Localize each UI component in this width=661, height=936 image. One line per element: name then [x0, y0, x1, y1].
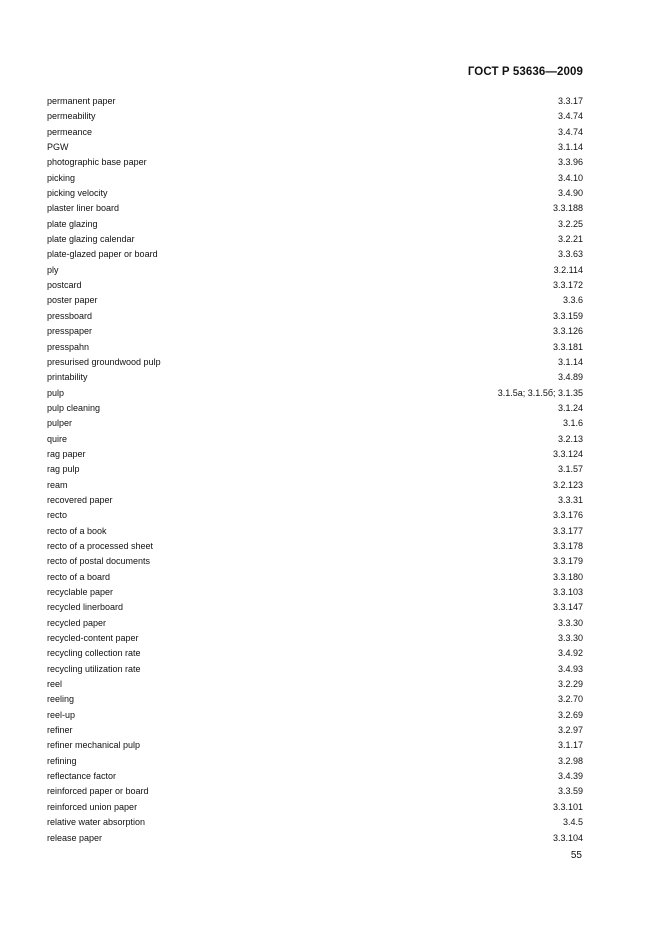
- index-entry: [47, 754, 583, 769]
- entry-term: pulp cleaning: [47, 402, 101, 413]
- index-entry: [47, 831, 583, 846]
- index-entry: [47, 631, 583, 646]
- entry-reference: 3.4.89: [557, 372, 583, 383]
- index-entry: [47, 432, 583, 447]
- index-entry: [47, 201, 583, 216]
- entry-reference: 3.4.5: [562, 817, 583, 828]
- entry-term: recyclable paper: [47, 587, 114, 597]
- entry-term: release paper: [47, 832, 103, 843]
- entry-term: recycling utilization rate: [47, 663, 141, 674]
- entry-reference: 3.1.14: [557, 356, 583, 367]
- index-entry: [47, 447, 583, 462]
- index-entry: [47, 462, 583, 477]
- index-entry: [47, 554, 583, 569]
- entry-reference: 3.2.21: [557, 234, 583, 245]
- entry-reference: 3.3.6: [562, 295, 583, 306]
- document-header: [468, 66, 583, 78]
- entry-term: rag paper: [47, 448, 86, 459]
- entry-term: presspahn: [47, 341, 90, 352]
- entry-term: permeance: [47, 126, 93, 137]
- index-entry: [47, 217, 583, 232]
- entry-term: recto of a board: [47, 571, 111, 582]
- entry-term: postcard: [47, 280, 82, 291]
- entry-term: reflectance factor: [47, 771, 117, 782]
- term-index-list: [47, 94, 583, 846]
- entry-reference: 3.1.14: [557, 142, 583, 153]
- index-entry: [47, 355, 583, 370]
- entry-term: pressboard: [47, 310, 93, 321]
- index-entry: [47, 386, 583, 401]
- index-entry: [47, 155, 583, 170]
- index-entry: [47, 309, 583, 324]
- entry-reference: 3.3.172: [552, 280, 583, 291]
- index-entry: [47, 738, 583, 753]
- index-entry: [47, 585, 583, 600]
- entry-reference: 3.3.17: [557, 96, 583, 106]
- entry-term: PGW: [47, 142, 69, 153]
- index-entry: [47, 539, 583, 554]
- index-entry: [47, 293, 583, 308]
- index-entry: [47, 401, 583, 416]
- entry-reference: 3.2.114: [553, 264, 583, 275]
- entry-term: picking: [47, 172, 76, 183]
- entry-reference: 3.4.10: [557, 172, 583, 183]
- entry-term: ream: [47, 479, 68, 490]
- entry-reference: 3.1.57: [557, 464, 583, 475]
- entry-reference: 3.3.179: [552, 556, 583, 567]
- entry-reference: 3.3.30: [557, 633, 583, 644]
- entry-term: recycling collection rate: [47, 648, 141, 659]
- index-entry: [47, 263, 583, 278]
- entry-term: recovered paper: [47, 494, 113, 505]
- entry-reference: 3.3.59: [557, 786, 583, 797]
- entry-term: rag pulp: [47, 464, 80, 475]
- index-entry: [47, 478, 583, 493]
- index-entry: [47, 186, 583, 201]
- entry-term: reinforced paper or board: [47, 786, 149, 797]
- index-entry: [47, 723, 583, 738]
- entry-reference: 3.1.5а; 3.1.5б; 3.1.35: [497, 387, 583, 398]
- entry-reference: 3.3.177: [552, 525, 583, 536]
- entry-reference: 3.4.92: [557, 648, 583, 659]
- entry-reference: 3.2.13: [557, 433, 583, 444]
- index-entry: [47, 784, 583, 799]
- entry-reference: 3.4.74: [557, 111, 583, 122]
- entry-term: reinforced union paper: [47, 801, 138, 812]
- entry-term: photographic base paper: [47, 157, 147, 168]
- entry-reference: 3.3.180: [552, 571, 583, 582]
- index-entry: [47, 616, 583, 631]
- entry-term: recto: [47, 510, 68, 521]
- entry-term: recycled-content paper: [47, 633, 139, 644]
- entry-term: refining: [47, 755, 77, 766]
- index-entry: [47, 677, 583, 692]
- entry-term: pulp: [47, 387, 65, 398]
- entry-reference: 3.2.29: [557, 679, 583, 690]
- entry-term: plate glazing calendar: [47, 234, 135, 245]
- index-entry: [47, 171, 583, 186]
- entry-reference: 3.3.126: [552, 326, 583, 337]
- entry-term: quire: [47, 433, 68, 444]
- index-entry: [47, 646, 583, 661]
- entry-reference: 3.2.69: [557, 709, 583, 720]
- entry-term: recto of a processed sheet: [47, 540, 154, 551]
- entry-term: plaster liner board: [47, 203, 120, 214]
- entry-term: refiner mechanical pulp: [47, 740, 141, 751]
- entry-reference: 3.1.6: [562, 418, 583, 429]
- entry-reference: 3.2.97: [557, 725, 583, 736]
- index-entry: [47, 800, 583, 815]
- entry-term: ply: [47, 264, 59, 275]
- page-number: 55: [570, 850, 582, 861]
- entry-term: reel-up: [47, 709, 76, 720]
- entry-reference: 3.3.178: [552, 540, 583, 551]
- entry-term: recycled paper: [47, 617, 107, 628]
- index-entry: [47, 416, 583, 431]
- standard-code: ГОСТ Р 53636—2009: [467, 66, 583, 78]
- entry-term: permeability: [47, 111, 96, 122]
- entry-term: presurised groundwood pulp: [47, 356, 161, 367]
- index-entry: [47, 125, 583, 140]
- entry-reference: 3.3.31: [557, 494, 583, 505]
- entry-term: plate glazing: [47, 218, 98, 229]
- entry-reference: 3.4.74: [557, 126, 583, 137]
- entry-reference: 3.1.17: [557, 740, 583, 751]
- entry-reference: 3.3.63: [557, 249, 583, 260]
- entry-term: recycled linerboard: [47, 602, 124, 613]
- entry-term: recto of postal documents: [47, 556, 151, 567]
- index-entry: [47, 109, 583, 124]
- entry-reference: 3.3.96: [557, 157, 583, 168]
- index-entry: [47, 324, 583, 339]
- index-entry: [47, 570, 583, 585]
- entry-term: reeling: [47, 694, 75, 705]
- entry-reference: 3.4.93: [557, 663, 583, 674]
- entry-term: printability: [47, 372, 88, 383]
- entry-reference: 3.1.24: [557, 402, 583, 413]
- entry-reference: 3.2.123: [552, 479, 583, 490]
- entry-reference: 3.3.188: [552, 203, 583, 214]
- index-entry: [47, 94, 583, 109]
- entry-reference: 3.4.39: [557, 771, 583, 782]
- entry-term: relative water absorption: [47, 817, 146, 828]
- entry-term: recto of a book: [47, 525, 107, 536]
- entry-reference: 3.4.90: [557, 188, 583, 199]
- entry-reference: 3.3.181: [552, 341, 583, 352]
- index-entry: [47, 600, 583, 615]
- index-entry: [47, 340, 583, 355]
- entry-reference: 3.3.147: [552, 602, 583, 613]
- index-entry: [47, 769, 583, 784]
- entry-term: presspaper: [47, 326, 93, 337]
- index-entry: [47, 140, 583, 155]
- entry-term: plate-glazed paper or board: [47, 249, 158, 260]
- entry-term: poster paper: [47, 295, 98, 306]
- entry-term: reel: [47, 679, 63, 690]
- entry-term: picking velocity: [47, 188, 108, 199]
- entry-reference: 3.2.25: [557, 218, 583, 229]
- index-entry: [47, 278, 583, 293]
- entry-term: pulper: [47, 418, 73, 429]
- entry-reference: 3.3.124: [552, 448, 583, 459]
- index-entry: [47, 692, 583, 707]
- entry-term: permanent paper: [47, 96, 116, 106]
- index-entry: [47, 815, 583, 830]
- index-entry: [47, 708, 583, 723]
- entry-term: refiner: [47, 725, 73, 736]
- index-entry: [47, 370, 583, 385]
- entry-reference: 3.3.103: [552, 587, 583, 597]
- index-entry: [47, 662, 583, 677]
- index-entry: [47, 493, 583, 508]
- index-entry: [47, 524, 583, 539]
- entry-reference: 3.3.101: [552, 801, 583, 812]
- entry-reference: 3.3.176: [552, 510, 583, 521]
- entry-reference: 3.3.104: [552, 832, 583, 843]
- entry-reference: 3.3.30: [557, 617, 583, 628]
- entry-reference: 3.2.98: [557, 755, 583, 766]
- index-entry: [47, 508, 583, 523]
- index-entry: [47, 247, 583, 262]
- index-entry: [47, 232, 583, 247]
- entry-reference: 3.2.70: [557, 694, 583, 705]
- entry-reference: 3.3.159: [552, 310, 583, 321]
